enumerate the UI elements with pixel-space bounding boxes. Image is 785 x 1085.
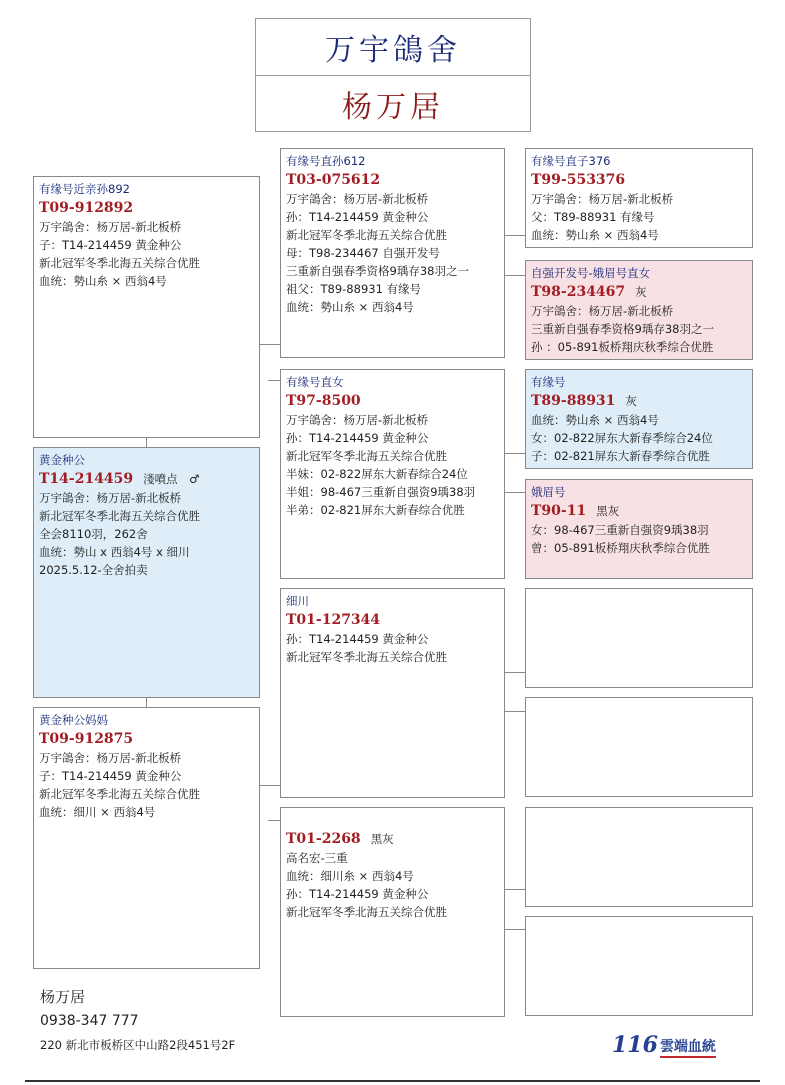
subject-line: 新北冠军冬季北海五关综合优胜 — [39, 509, 200, 523]
ds-ring: T01-127344 — [286, 612, 381, 628]
sd-label: 有缘号直女 — [286, 375, 344, 389]
ssd-line: 三重新自强春季资格9瑀存38羽之一 — [531, 322, 714, 336]
connector — [504, 235, 525, 236]
sdd-line: 女：98-467三重新自强资9瑀38羽 — [531, 523, 709, 537]
sd-line: 新北冠军冬季北海五关综合优胜 — [286, 449, 447, 463]
connector — [259, 344, 280, 345]
sss-line: 血统：勢山糸 × 西翁4号 — [531, 228, 659, 242]
sire-dam-card — [280, 369, 505, 579]
sire-ring: T09-912892 — [39, 200, 134, 216]
sss-label: 有缘号直子376 — [531, 154, 611, 168]
sire-label: 有缘号近亲孙892 — [39, 182, 130, 196]
dam-ring: T09-912875 — [39, 731, 134, 747]
loft-name: 万宇鴿舍 — [256, 19, 530, 76]
sire-line: 血统：勢山糸 × 西翁4号 — [39, 274, 167, 288]
subject-card — [33, 447, 260, 698]
dss-card-empty — [525, 588, 753, 688]
sdd-color: 黑灰 — [596, 504, 620, 518]
subject-color-sex: 淺噴点 ♂ — [143, 472, 200, 486]
sire-sire-card — [280, 148, 505, 358]
owner-contact — [40, 985, 235, 1057]
ss-line: 三重新自强春季资格9瑀存38羽之一 — [286, 264, 469, 278]
connector — [259, 785, 280, 786]
dd-ring: T01-2268 — [286, 831, 361, 847]
connector — [146, 437, 147, 447]
sdd-line: 曾：05-891板桥翔庆秋季综合优胜 — [531, 541, 710, 555]
ss-label: 有缘号直孙612 — [286, 154, 366, 168]
sd-line: 万宇鴿舍：杨万居-新北板桥 — [286, 413, 429, 427]
dam-line: 万宇鴿舍：杨万居-新北板桥 — [39, 751, 182, 765]
ss-line: 血统：勢山糸 × 西翁4号 — [286, 300, 414, 314]
connector — [504, 492, 525, 493]
connector — [504, 889, 525, 890]
ssd-label: 自强开发号-娥眉号直女 — [531, 266, 651, 280]
dam-card — [33, 707, 260, 969]
dam-sire-card — [280, 588, 505, 798]
ds-line: 孙：T14-214459 黄金种公 — [286, 632, 429, 646]
sss-line: 万宇鴿舍：杨万居-新北板桥 — [531, 192, 674, 206]
dd-line: 高名宏-三重 — [286, 851, 348, 865]
logo-text: 雲端血統 — [660, 1036, 716, 1058]
dd-color: 黑灰 — [370, 832, 394, 846]
connector — [504, 711, 525, 712]
sds-line: 血统：勢山糸 × 西翁4号 — [531, 413, 659, 427]
contact-address: 220 新北市板桥区中山路2段451号2F — [40, 1038, 236, 1052]
connector — [504, 453, 525, 454]
sdd-label: 娥眉号 — [531, 485, 566, 499]
sire-card — [33, 176, 260, 438]
bottom-divider — [25, 1080, 760, 1082]
sire-line: 万宇鴿舍：杨万居-新北板桥 — [39, 220, 182, 234]
logo-number: 116 — [612, 1032, 658, 1058]
dd-line: 孙：T14-214459 黄金种公 — [286, 887, 429, 901]
subject-line: 2025.5.12-全舍拍卖 — [39, 563, 148, 577]
ssd-card — [525, 260, 753, 360]
dam-line: 新北冠军冬季北海五关综合优胜 — [39, 787, 200, 801]
sds-line: 女：02-822屏东大新春季综合24位 — [531, 431, 713, 445]
contact-phone: 0938-347 777 — [40, 1013, 139, 1029]
ddd-card-empty — [525, 916, 753, 1016]
dsd-card-empty — [525, 697, 753, 797]
sds-color: 灰 — [625, 394, 637, 408]
ds-line: 新北冠军冬季北海五关综合优胜 — [286, 650, 447, 664]
subject-ring: T14-214459 — [39, 471, 134, 487]
dam-dam-card — [280, 807, 505, 1017]
sd-line: 孙：T14-214459 黄金种公 — [286, 431, 429, 445]
dam-line: 子：T14-214459 黄金种公 — [39, 769, 182, 783]
dam-line: 血统：细川 × 西翁4号 — [39, 805, 156, 819]
dam-label: 黄金种公妈妈 — [39, 713, 108, 727]
dds-card-empty — [525, 807, 753, 907]
brand-logo — [612, 1030, 716, 1058]
sds-card — [525, 369, 753, 469]
sss-line: 父：T89-88931 有缘号 — [531, 210, 655, 224]
sds-label: 有缘号 — [531, 375, 566, 389]
sd-ring: T97-8500 — [286, 393, 361, 409]
connector — [504, 672, 525, 673]
connector — [268, 820, 280, 821]
ss-line: 孙：T14-214459 黄金种公 — [286, 210, 429, 224]
ss-line: 祖父：T89-88931 有缘号 — [286, 282, 422, 296]
connector — [146, 697, 147, 707]
sd-line: 半妹：02-822屏东大新春综合24位 — [286, 467, 468, 481]
ssd-line: 孙 ：05-891板桥翔庆秋季综合优胜 — [531, 340, 714, 354]
ss-ring: T03-075612 — [286, 172, 381, 188]
subject-line: 血统：勢山 x 西翁4号 x 细川 — [39, 545, 190, 559]
subject-line: 万宇鴿舍：杨万居-新北板桥 — [39, 491, 182, 505]
subject-line: 全会8110羽，262舍 — [39, 527, 148, 541]
ssd-color: 灰 — [635, 285, 647, 299]
owner-name: 杨万居 — [342, 90, 444, 125]
title-box — [255, 18, 531, 132]
subject-label: 黄金种公 — [39, 453, 85, 467]
ss-line: 新北冠军冬季北海五关综合优胜 — [286, 228, 447, 242]
ss-line: 万宇鴿舍：杨万居-新北板桥 — [286, 192, 429, 206]
connector — [504, 275, 525, 276]
sds-ring: T89-88931 — [531, 393, 616, 409]
sdd-card — [525, 479, 753, 579]
ds-label: 细川 — [286, 594, 309, 608]
ssd-line: 万宇鴿舍：杨万居-新北板桥 — [531, 304, 674, 318]
ss-line: 母：T98-234467 自强开发号 — [286, 246, 440, 260]
connector — [268, 380, 280, 381]
sss-card — [525, 148, 753, 248]
contact-name: 杨万居 — [40, 988, 86, 1006]
sd-line: 半姐：98-467三重新自强资9瑀38羽 — [286, 485, 476, 499]
sds-line: 子：02-821屏东大新春季综合优胜 — [531, 449, 710, 463]
dd-line: 新北冠军冬季北海五关综合优胜 — [286, 905, 447, 919]
sdd-ring: T90-11 — [531, 503, 587, 519]
dd-line: 血统：细川糸 × 西翁4号 — [286, 869, 414, 883]
sd-line: 半弟：02-821屏东大新春综合优胜 — [286, 503, 465, 517]
sire-line: 子：T14-214459 黄金种公 — [39, 238, 182, 252]
sire-line: 新北冠军冬季北海五关综合优胜 — [39, 256, 200, 270]
connector — [504, 929, 525, 930]
ssd-ring: T98-234467 — [531, 284, 626, 300]
sss-ring: T99-553376 — [531, 172, 626, 188]
